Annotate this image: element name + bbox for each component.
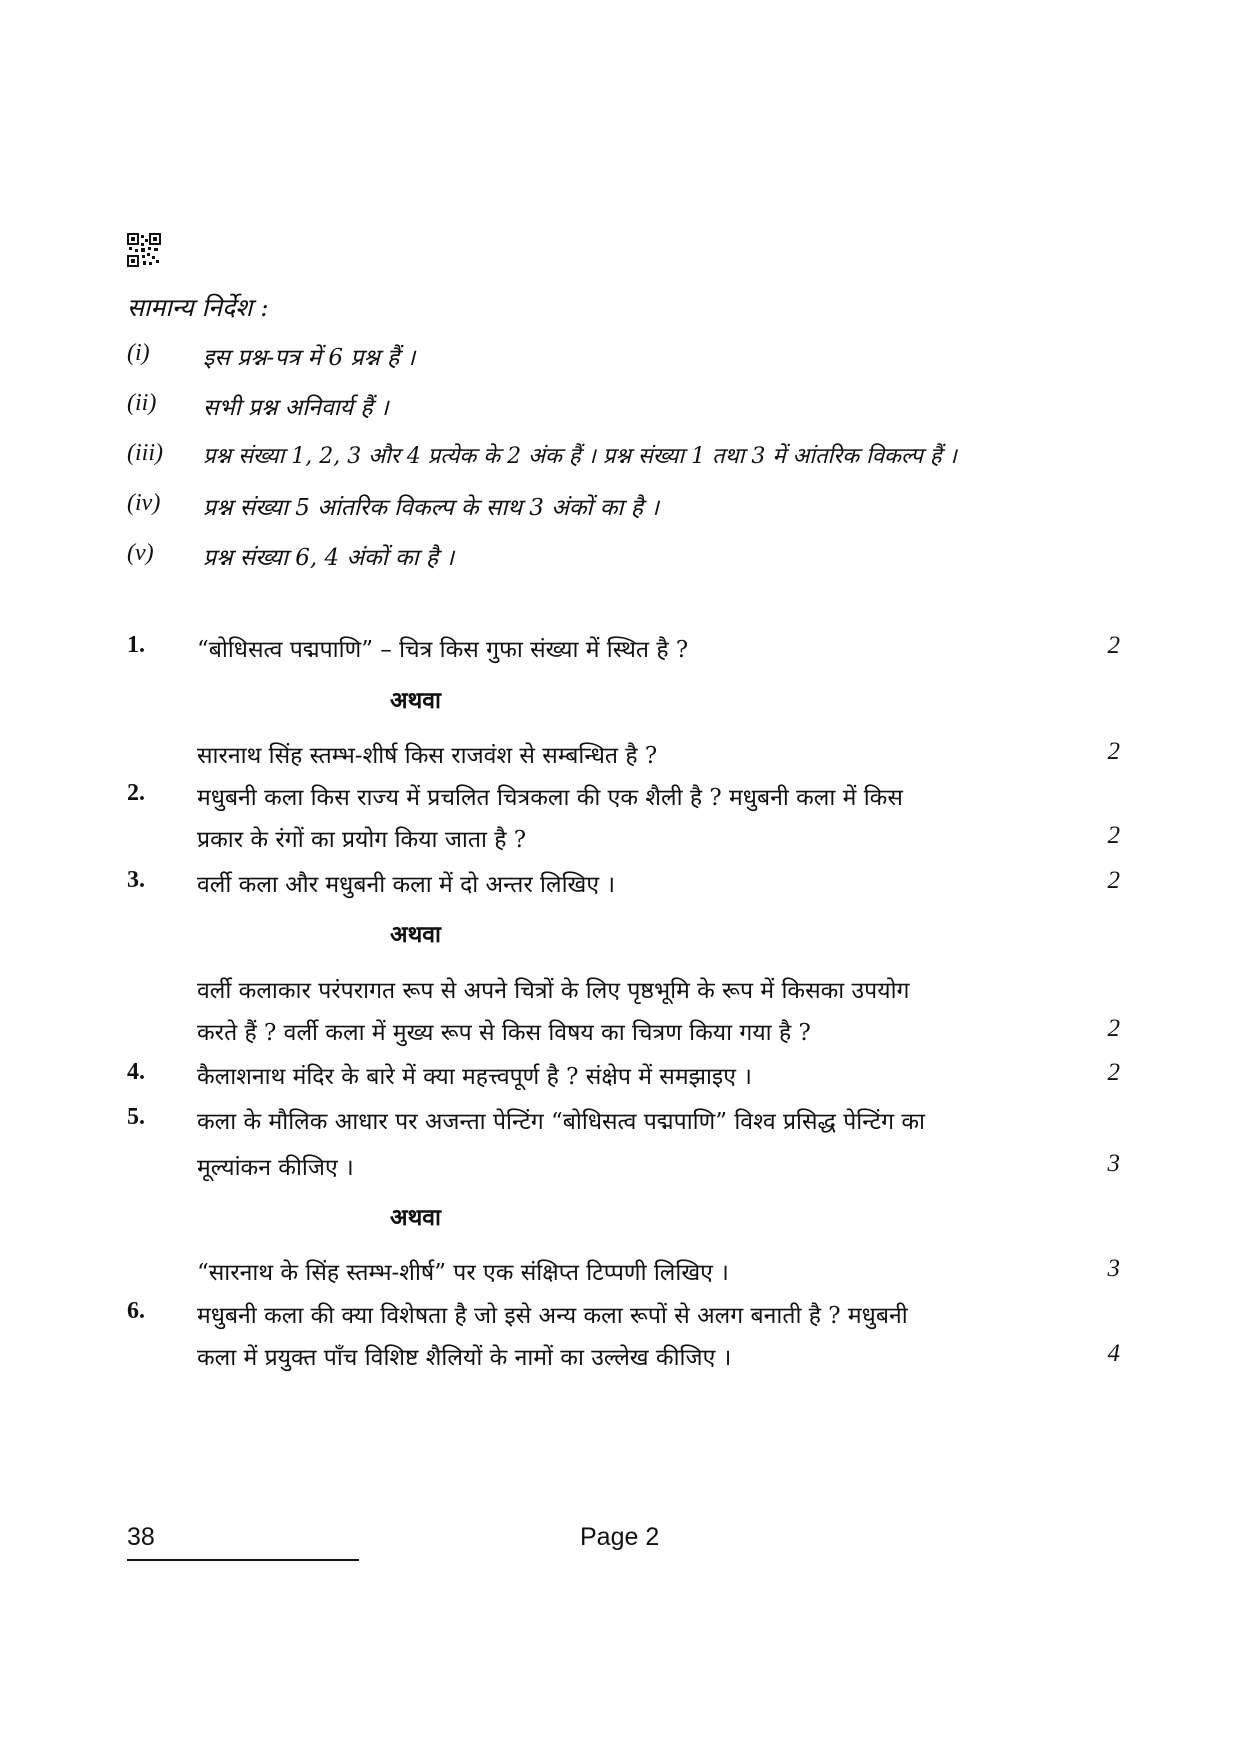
or-label: अथवा [390, 687, 442, 714]
page-number: Page 2 [580, 1523, 660, 1551]
instruction-text: इस प्रश्न-पत्र में 6 प्रश्न हैं । [203, 345, 416, 371]
question-text: सारनाथ सिंह स्तम्भ-शीर्ष किस राजवंश से सम्बन्धित है ? [197, 743, 658, 769]
question-number: 1. [127, 632, 145, 658]
instruction-numeral: (v) [127, 540, 154, 566]
question-text: वर्ली कला और मधुबनी कला में दो अन्तर लिखिए । [197, 872, 616, 898]
question-marks: 2 [1107, 1059, 1120, 1086]
question-number: 4. [127, 1059, 145, 1085]
instruction-text: प्रश्न संख्या 1, 2, 3 और 4 प्रत्येक के 2 अंक हैं । प्रश्न संख्या 1 तथा 3 में आंतरिक विकल्प हैं । [203, 444, 957, 469]
question-text: वर्ली कलाकार परंपरागत रूप से अपने चित्रों के लिए पृष्ठभूमि के रूप में किसका उपयोग [197, 978, 910, 1004]
instruction-numeral: (i) [127, 340, 150, 366]
question-text: करते हैं ? वर्ली कला में मुख्य रूप से किस विषय का चित्रण किया गया है ? [197, 1020, 811, 1046]
question-text: प्रकार के रंगों का प्रयोग किया जाता है ? [197, 827, 527, 853]
question-number: 3. [127, 867, 145, 893]
question-marks: 3 [1107, 1255, 1120, 1282]
question-text: मधुबनी कला किस राज्य में प्रचलित चित्रकला की एक शैली है ? मधुबनी कला में किस [197, 785, 903, 811]
question-marks: 4 [1107, 1340, 1120, 1367]
instruction-numeral: (iv) [127, 490, 161, 516]
instruction-text: प्रश्न संख्या 5 आंतरिक विकल्प के साथ 3 अंकों का है । [203, 495, 659, 521]
question-text: कला में प्रयुक्त पाँच विशिष्ट शैलियों के नामों का उल्लेख कीजिए । [197, 1345, 732, 1371]
paper-code: 38 [127, 1523, 155, 1551]
question-marks: 2 [1107, 1015, 1120, 1042]
question-number: 2. [127, 780, 145, 806]
question-marks: 3 [1107, 1150, 1120, 1177]
question-text: मधुबनी कला की क्या विशेषता है जो इसे अन्य कला रूपों से अलग बनाती है ? मधुबनी [197, 1303, 908, 1329]
instruction-text: सभी प्रश्न अनिवार्य हैं । [203, 395, 389, 421]
general-instructions-heading: सामान्य निर्देश : [127, 293, 269, 322]
instruction-text: प्रश्न संख्या 6, 4 अंकों का है । [203, 545, 455, 571]
question-marks: 2 [1107, 867, 1120, 894]
question-marks: 2 [1107, 738, 1120, 765]
question-number: 5. [127, 1104, 145, 1130]
question-text: कैलाशनाथ मंदिर के बारे में क्या महत्त्वपूर्ण है ? संक्षेप में समझाइए । [197, 1064, 752, 1090]
or-label: अथवा [390, 1204, 442, 1231]
question-text: “बोधिसत्व पद्मपाणि” – चित्र किस गुफा संख्या में स्थित है ? [197, 637, 689, 663]
question-marks: 2 [1107, 822, 1120, 849]
instruction-numeral: (iii) [127, 440, 163, 466]
or-label: अथवा [390, 921, 442, 948]
question-text: कला के मौलिक आधार पर अजन्ता पेन्टिंग “बोधिसत्व पद्मपाणि” विश्व प्रसिद्ध पेन्टिंग का [197, 1109, 925, 1135]
instruction-numeral: (ii) [127, 390, 157, 416]
question-text: मूल्यांकन कीजिए । [197, 1155, 354, 1181]
question-number: 6. [127, 1298, 145, 1324]
qr-code-icon [127, 233, 161, 267]
question-text: “सारनाथ के सिंह स्तम्भ-शीर्ष” पर एक संक्षिप्त टिप्पणी लिखिए । [197, 1260, 729, 1286]
footer-divider [127, 1559, 359, 1561]
question-marks: 2 [1107, 632, 1120, 659]
